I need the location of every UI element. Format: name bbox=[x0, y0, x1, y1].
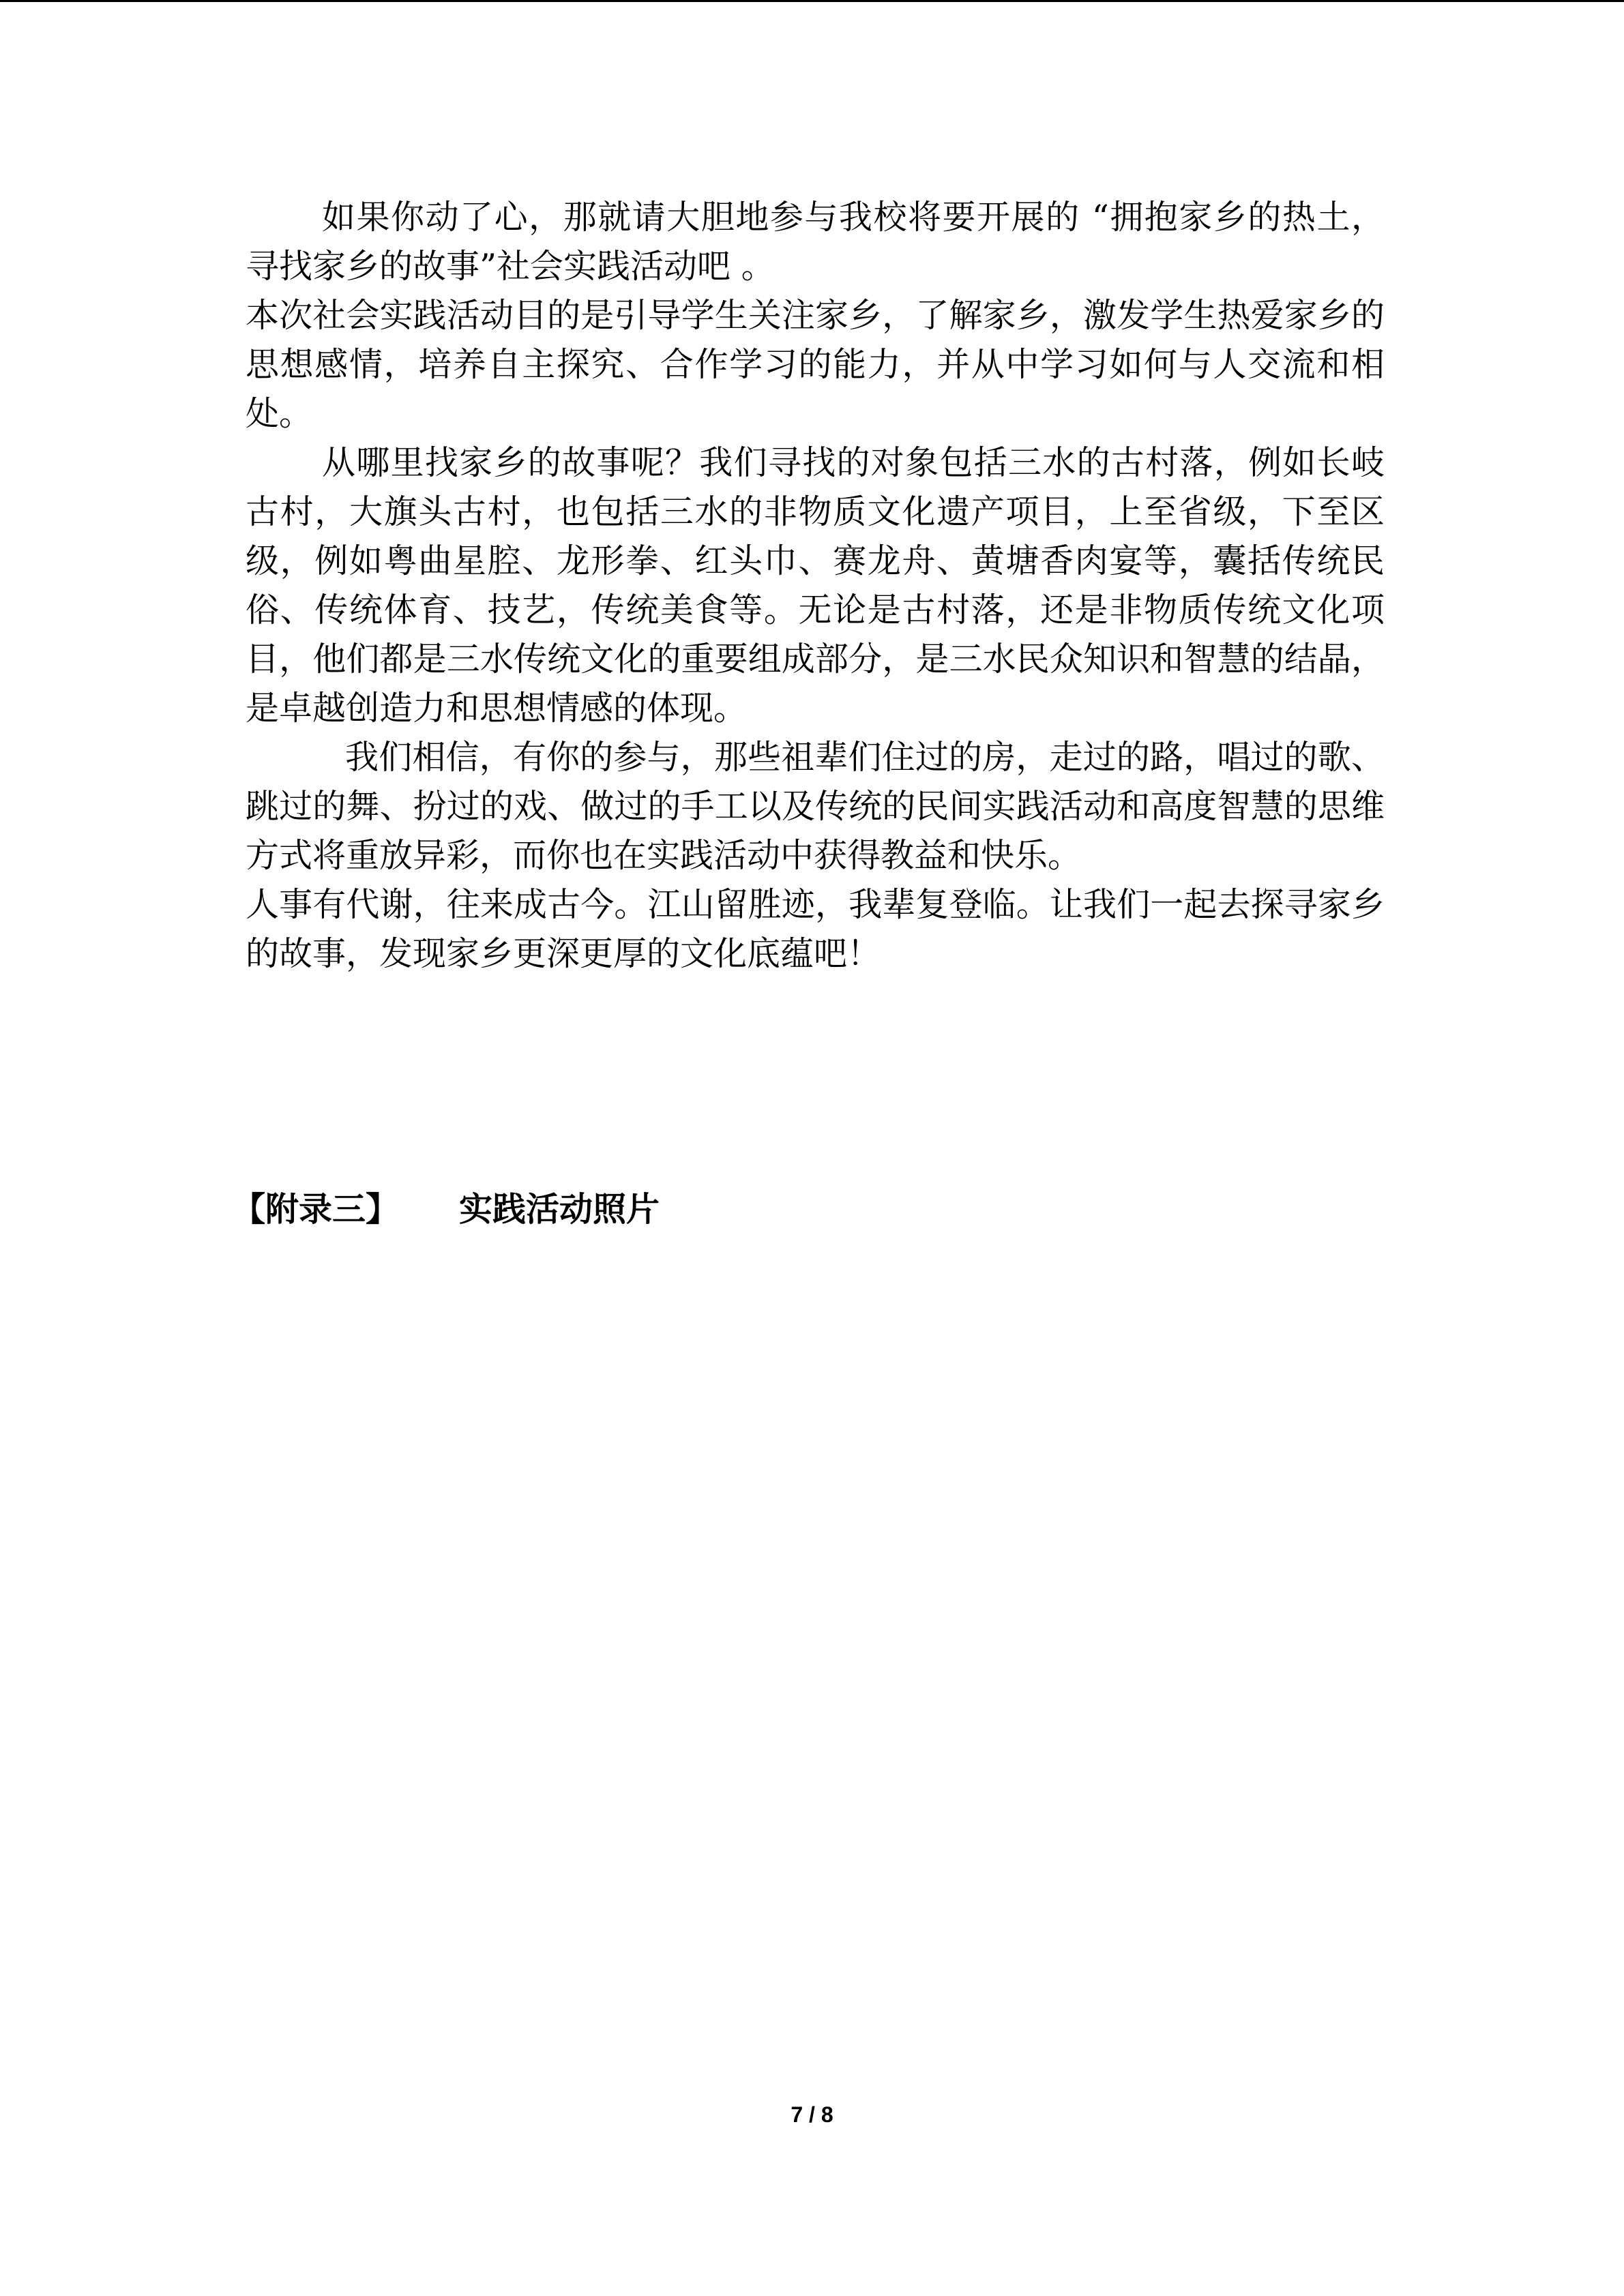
paragraph-purpose: 本次社会实践活动目的是引导学生关注家乡，了解家乡，激发学生热爱家乡的思想感情，培养自主探究、合作学习的能力，并从中学习如何与人交流和相处。 bbox=[246, 296, 1385, 433]
body-text bbox=[246, 193, 1385, 979]
appendix-title: 实践活动照片 bbox=[459, 1190, 660, 1229]
paragraph-closing: 人事有代谢，往来成古今。江山留胜迹，我辈复登临。让我们一起去探寻家乡的故事，发现家乡更深更厚的文化底蕴吧！ bbox=[246, 885, 1385, 973]
appendix-heading bbox=[232, 1185, 660, 1234]
paragraph-invitation: 如果你动了心，那就请大胆地参与我校将要开展的 “拥抱家乡的热土，寻找家乡的故事”社会实践活动吧 。 bbox=[246, 198, 1385, 286]
page-number: 7 / 8 bbox=[791, 2102, 833, 2127]
paragraph-story-sources: 从哪里找家乡的故事呢？我们寻找的对象包括三水的古村落，例如长岐古村，大旗头古村，也包括三水的非物质文化遗产项目，上至省级，下至区级，例如粤曲星腔、龙形拳、红头巾、赛龙舟、黄塘香肉宴等，囊括传统民俗、传统体育、技艺，传统美食等。无论是古村落，还是非物质传统文化项目，他们都是三水传统文化的重要组成部分，是三水民众知识和智慧的结晶，是卓越创造力和思想情感的体现。 bbox=[246, 443, 1385, 728]
appendix-label: 【附录三】 bbox=[232, 1190, 400, 1229]
paragraph-belief: 我们相信，有你的参与，那些祖辈们住过的房，走过的路，唱过的歌、跳过的舞、扮过的戏、做过的手工以及传统的民间实践活动和高度智慧的思维方式将重放异彩，而你也在实践活动中获得教益和快乐。 bbox=[246, 738, 1385, 875]
